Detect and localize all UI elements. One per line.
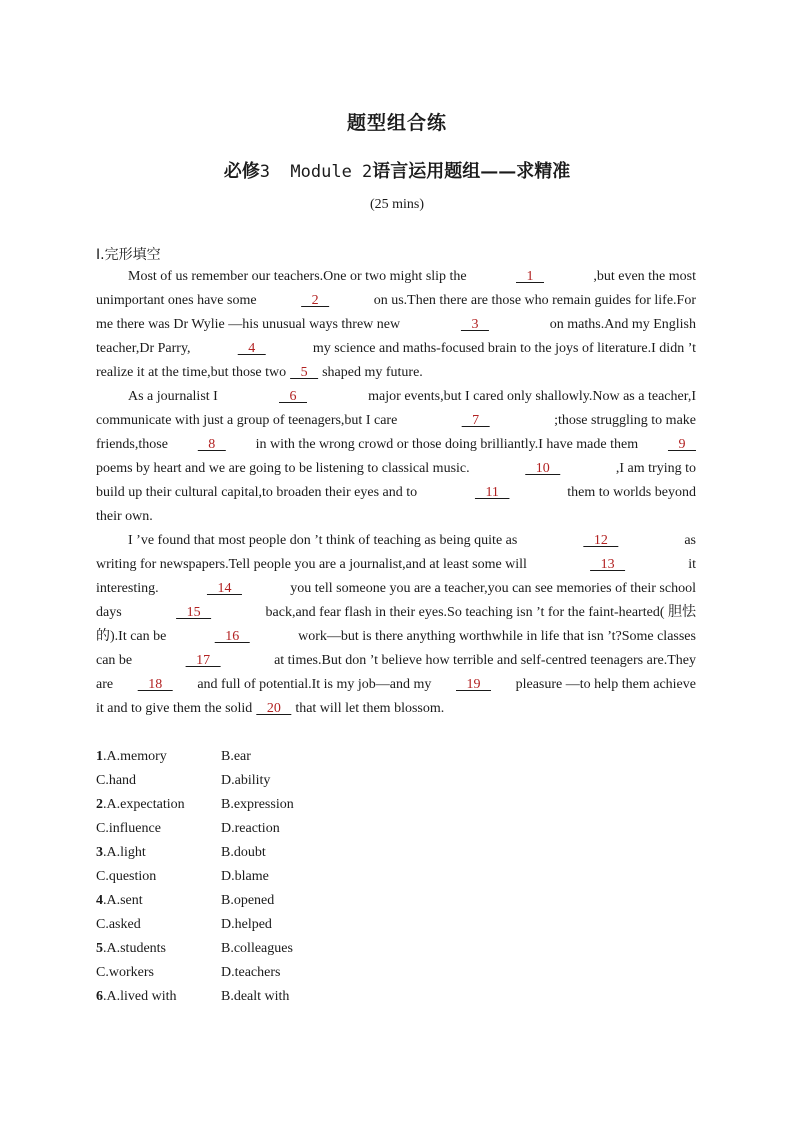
option-a[interactable] xyxy=(96,841,146,865)
option-b[interactable]: B.opened xyxy=(221,893,275,908)
option-row xyxy=(96,865,396,889)
passage-text: teacher,Dr Parry, xyxy=(96,341,191,356)
passage-text: as xyxy=(684,533,696,548)
passage-text: friends,those xyxy=(96,437,168,452)
option-row xyxy=(96,961,396,985)
passage-text: it xyxy=(688,557,696,572)
passage-text: at times.But don ’t believe how terrible and self-centred teenagers are.They xyxy=(274,653,696,668)
option-row xyxy=(96,937,396,961)
passage-line xyxy=(96,553,696,577)
option-d[interactable]: D.teachers xyxy=(221,965,281,980)
passage-text: them to worlds beyond xyxy=(567,485,696,500)
option-a-text: .A.memory xyxy=(103,749,167,764)
passage-text: on maths.And my English xyxy=(549,317,696,332)
option-a-text: .A.lived with xyxy=(103,989,177,1004)
subtitle-suffix: 语言运用题组——求精准 xyxy=(372,161,571,182)
passage-text: are xyxy=(96,677,114,692)
passage-text: back,and fear flash in their eyes.So teaching isn ’t for the faint-hearted( 胆怯 xyxy=(265,605,696,620)
passage-text: ;those struggling to make xyxy=(554,413,696,428)
option-a[interactable] xyxy=(96,937,166,961)
passage-text: build up their cultural capital,to broaden their eyes and to xyxy=(96,485,418,500)
option-row xyxy=(96,889,396,913)
question-number: 6 xyxy=(96,989,103,1004)
blank-9: 9 xyxy=(667,437,696,452)
passage-text: As a journalist I xyxy=(128,389,218,404)
blank-15: 15 xyxy=(176,605,212,620)
option-a[interactable] xyxy=(96,745,167,769)
option-a[interactable] xyxy=(96,889,143,913)
passage-line xyxy=(96,577,696,601)
option-row xyxy=(96,985,396,1009)
passage-text: days xyxy=(96,605,122,620)
passage-line xyxy=(96,337,696,361)
passage-text: poems by heart and we are going to be listening to classical music. xyxy=(96,461,470,476)
blank-1: 1 xyxy=(516,269,544,284)
option-c[interactable]: C.hand xyxy=(96,773,137,788)
blank-12: 12 xyxy=(583,533,619,548)
option-row xyxy=(96,913,396,937)
passage-line xyxy=(96,505,696,529)
passage-line xyxy=(96,433,696,457)
passage-text: shaped my future. xyxy=(322,365,423,380)
passage-line xyxy=(96,409,696,433)
passage-text: work—but is there anything worthwhile in life that isn ’t?Some classes xyxy=(298,629,696,644)
blank-19: 19 xyxy=(456,677,491,692)
blank-17: 17 xyxy=(185,653,221,668)
option-row xyxy=(96,745,396,769)
option-b[interactable]: B.dealt with xyxy=(221,989,290,1004)
option-d[interactable]: D.helped xyxy=(221,917,272,932)
option-row xyxy=(96,841,396,865)
page-title: 题型组合练 xyxy=(346,112,447,134)
option-d[interactable]: D.ability xyxy=(221,773,271,788)
passage-line xyxy=(96,649,696,673)
page-subtitle xyxy=(0,157,794,183)
passage-text: Most of us remember our teachers.One or two might slip the xyxy=(128,269,467,284)
blank-7: 7 xyxy=(461,413,490,428)
option-c[interactable]: C.asked xyxy=(96,917,141,932)
passage-text: me there was Dr Wylie —his unusual ways threw new xyxy=(96,317,401,332)
passage-text: major events,but I cared only shallowly.Now as a teacher,I xyxy=(368,389,696,404)
passage-text: communicate with just a group of teenagers,but I care xyxy=(96,413,398,428)
blank-14: 14 xyxy=(206,581,242,596)
blank-13: 13 xyxy=(590,557,626,572)
passage-text: ,but even the most xyxy=(593,269,696,284)
passage-line xyxy=(96,481,696,505)
option-d[interactable]: D.blame xyxy=(221,869,269,884)
passage-text: that will let them blossom. xyxy=(295,701,445,716)
passage-text: pleasure —to help them achieve xyxy=(515,677,696,692)
section-heading: Ⅰ.完形填空 xyxy=(96,247,161,263)
passage-text: writing for newspapers.Tell people you are a journalist,and at least some will xyxy=(96,557,527,572)
passage-line xyxy=(96,289,696,313)
option-a-text: .A.light xyxy=(103,845,146,860)
passage-line xyxy=(96,601,696,625)
option-b[interactable]: B.expression xyxy=(221,797,294,812)
passage-line xyxy=(96,457,696,481)
option-d[interactable]: D.reaction xyxy=(221,821,280,836)
passage-text: their own. xyxy=(96,509,153,524)
option-row xyxy=(96,769,396,793)
passage-text: can be xyxy=(96,653,133,668)
subtitle-module: 3 Module 2 xyxy=(259,162,373,182)
passage-line xyxy=(96,625,696,649)
question-number: 1 xyxy=(96,749,103,764)
passage-line xyxy=(96,265,696,289)
option-c[interactable]: C.question xyxy=(96,869,157,884)
option-row xyxy=(96,817,396,841)
question-number: 5 xyxy=(96,941,103,956)
passage-line xyxy=(96,361,696,385)
blank-16: 16 xyxy=(214,629,250,644)
time-limit: (25 mins) xyxy=(369,197,425,212)
option-c[interactable]: C.workers xyxy=(96,965,154,980)
passage-line xyxy=(96,697,696,721)
passage-text: ,I am trying to xyxy=(615,461,696,476)
option-a-text: .A.students xyxy=(103,941,166,956)
passage-text: on us.Then there are those who remain guides for life.For xyxy=(373,293,696,308)
subtitle-prefix: 必修 xyxy=(223,161,260,182)
question-number: 4 xyxy=(96,893,103,908)
blank-5: 5 xyxy=(290,365,319,380)
question-number: 2 xyxy=(96,797,103,812)
cloze-passage xyxy=(96,265,696,721)
option-row xyxy=(96,793,396,817)
blank-8: 8 xyxy=(197,437,226,452)
option-b[interactable]: B.ear xyxy=(221,749,251,764)
question-number: 3 xyxy=(96,845,103,860)
passage-line xyxy=(96,313,696,337)
answer-options xyxy=(96,745,396,1009)
blank-18: 18 xyxy=(137,677,173,692)
passage-line xyxy=(96,673,696,697)
passage-text: realize it at the time,but those two xyxy=(96,365,287,380)
passage-text: you tell someone you are a teacher,you can see memories of their school xyxy=(290,581,696,596)
passage-text: 的).It can be xyxy=(96,629,167,644)
passage-line xyxy=(96,529,696,553)
passage-text: and full of potential.It is my job—and my xyxy=(197,677,432,692)
option-a-text: .A.sent xyxy=(103,893,143,908)
option-a[interactable] xyxy=(96,985,177,1009)
blank-10: 10 xyxy=(525,461,561,476)
blank-4: 4 xyxy=(237,341,266,356)
option-b[interactable]: B.colleagues xyxy=(221,941,293,956)
passage-text: my science and maths-focused brain to the joys of literature.I didn ’t xyxy=(312,341,696,356)
blank-11: 11 xyxy=(474,485,510,500)
option-c[interactable]: C.influence xyxy=(96,821,161,836)
passage-line xyxy=(96,385,696,409)
option-a[interactable] xyxy=(96,793,185,817)
blank-6: 6 xyxy=(279,389,307,404)
blank-2: 2 xyxy=(301,293,330,308)
passage-text: in with the wrong crowd or those doing brilliantly.I have made them xyxy=(255,437,639,452)
option-b[interactable]: B.doubt xyxy=(221,845,266,860)
passage-text: I ’ve found that most people don ’t think of teaching as being quite as xyxy=(128,533,518,548)
passage-text: unimportant ones have some xyxy=(96,293,257,308)
blank-3: 3 xyxy=(460,317,489,332)
passage-text: interesting. xyxy=(96,581,159,596)
blank-20: 20 xyxy=(256,701,292,716)
passage-text: it and to give them the solid xyxy=(96,701,253,716)
option-a-text: .A.expectation xyxy=(103,797,185,812)
